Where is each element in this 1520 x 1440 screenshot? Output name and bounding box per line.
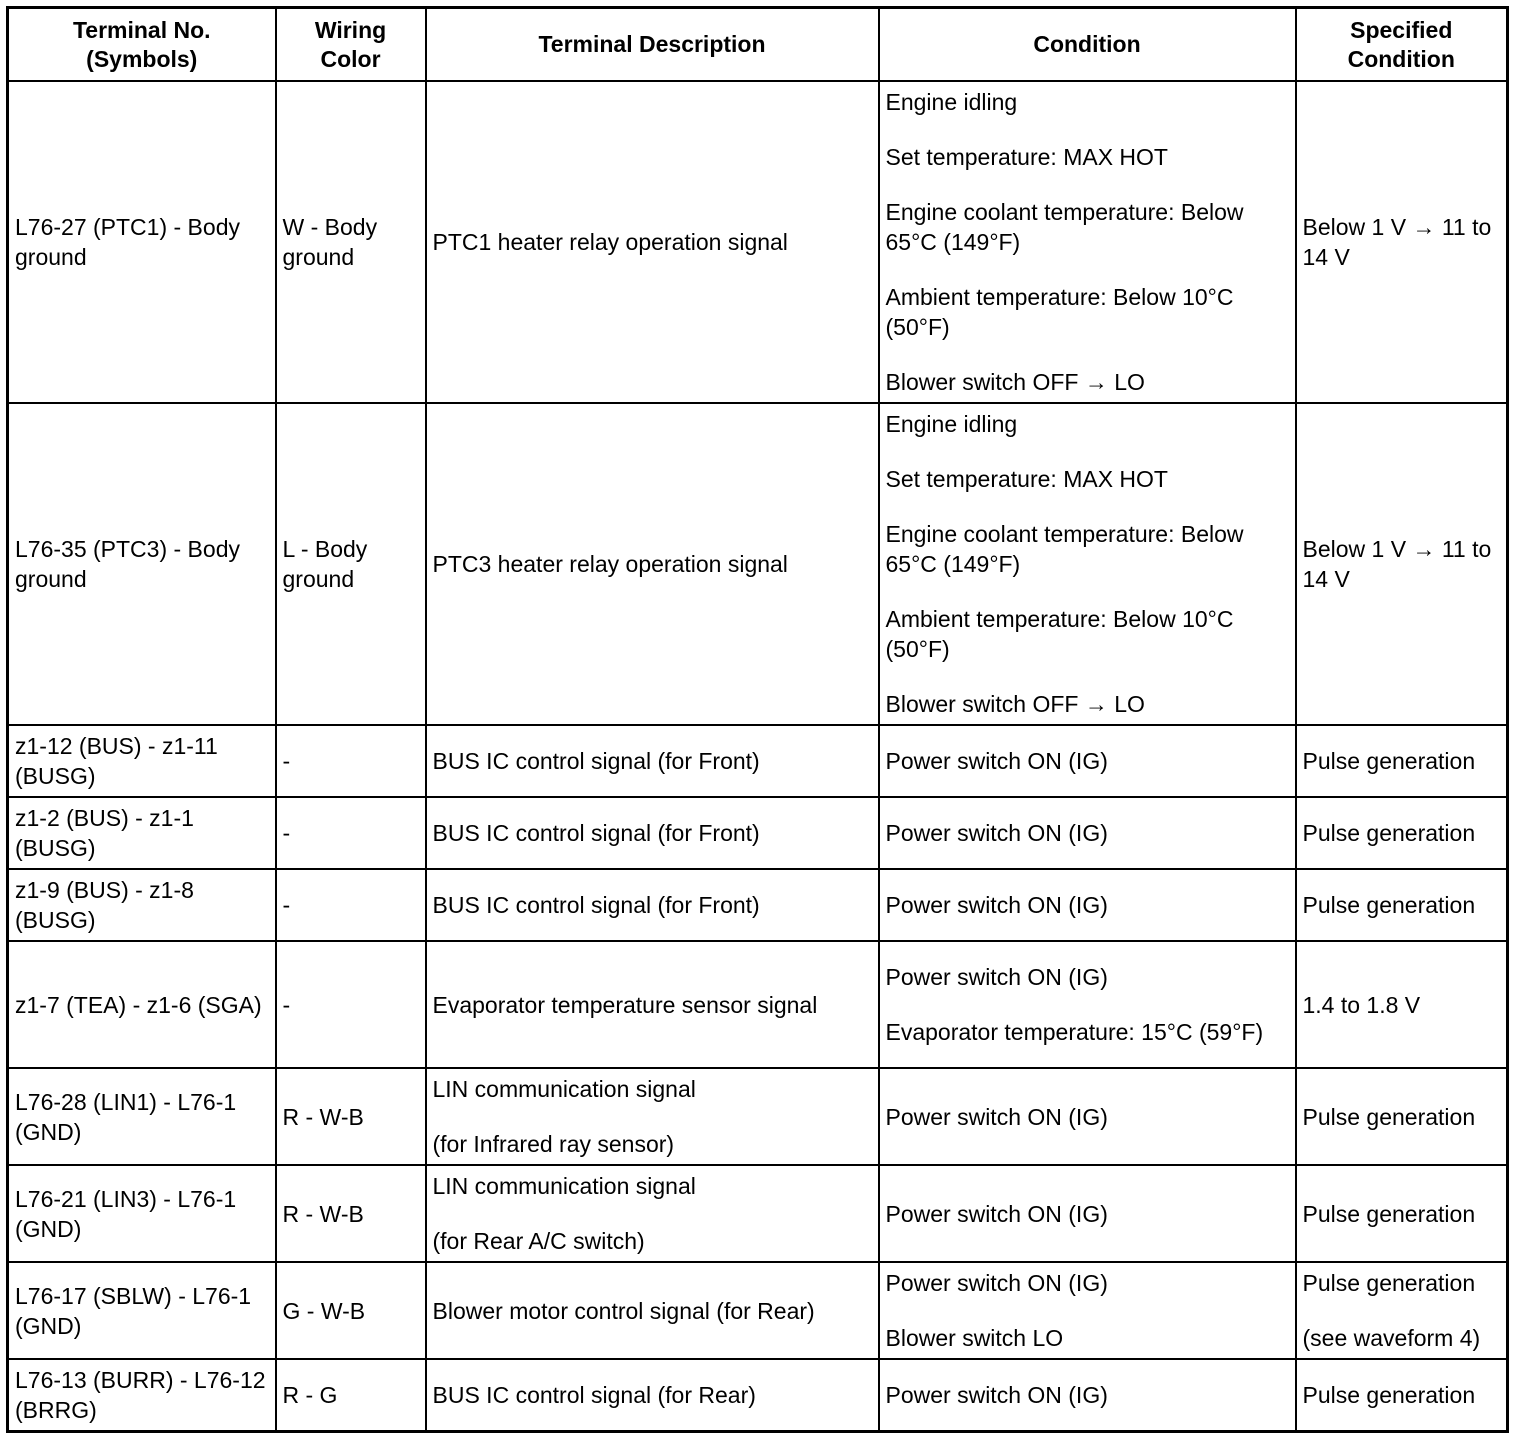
- wiring-color-text: -: [282, 820, 291, 846]
- wiring-color-cell: [276, 403, 426, 725]
- specified-condition-cell: [1296, 1068, 1508, 1165]
- condition-line: Blower switch OFF → LO: [885, 369, 1145, 395]
- condition-line: Power switch ON (IG): [885, 1270, 1108, 1296]
- table-row: [8, 1262, 1508, 1359]
- condition-line: Evaporator temperature: 15°C (59°F): [885, 1019, 1264, 1045]
- condition-cell: [879, 941, 1296, 1068]
- condition-line: Engine coolant temperature: Below 65°C (149°F): [885, 521, 1244, 577]
- specified-condition-cell: [1296, 1359, 1508, 1432]
- terminal-description-cell: [426, 941, 879, 1068]
- wiring-color-text: -: [282, 892, 291, 918]
- condition-cell: [879, 725, 1296, 797]
- condition-line: Ambient temperature: Below 10°C (50°F): [885, 284, 1234, 340]
- terminal-description-cell: [426, 797, 879, 869]
- terminal-description-line: LIN communication signal: [432, 1173, 696, 1199]
- terminal-description-cell: [426, 1165, 879, 1262]
- terminal-no-text: L76-27 (PTC1) - Body ground: [15, 214, 240, 270]
- specified-condition-line: Below 1 V → 11 to 14 V: [1302, 214, 1492, 270]
- terminal-no-text: z1-7 (TEA) - z1-6 (SGA): [15, 991, 262, 1018]
- specified-condition-cell: [1296, 81, 1508, 403]
- condition-line: Power switch ON (IG): [885, 892, 1108, 918]
- wiring-color-text: W - Body ground: [282, 214, 378, 270]
- condition-line: Set temperature: MAX HOT: [885, 466, 1168, 492]
- wiring-color-text: R - W-B: [282, 1103, 364, 1130]
- table-row: [8, 1165, 1508, 1262]
- header-terminal-description-text: Terminal Description: [538, 31, 766, 57]
- specified-condition-line: Pulse generation: [1302, 1103, 1476, 1130]
- specified-condition-cell: [1296, 941, 1508, 1068]
- specified-condition-line: Pulse generation: [1302, 892, 1476, 918]
- wiring-color-text: -: [282, 991, 291, 1018]
- terminal-no-text: L76-13 (BURR) - L76-12 (BRRG): [15, 1367, 266, 1423]
- wiring-color-cell: [276, 725, 426, 797]
- header-wiring-color: [276, 8, 426, 82]
- condition-cell: [879, 81, 1296, 403]
- terminal-description-cell: [426, 1068, 879, 1165]
- terminal-no-text: z1-12 (BUS) - z1-11 (BUSG): [15, 733, 218, 789]
- header-wiring-color-line-1: Wiring Color: [314, 16, 387, 72]
- wiring-color-cell: [276, 1068, 426, 1165]
- terminal-no-text: L76-28 (LIN1) - L76-1 (GND): [15, 1088, 237, 1145]
- specified-condition-line: Pulse generation: [1302, 820, 1476, 846]
- terminal-description-cell: [426, 403, 879, 725]
- terminal-no-cell: [8, 1262, 276, 1359]
- wiring-color-text: -: [282, 748, 291, 774]
- terminal-no-text: z1-2 (BUS) - z1-1 (BUSG): [15, 805, 194, 861]
- condition-cell: [879, 1262, 1296, 1359]
- wiring-color-cell: [276, 941, 426, 1068]
- condition-line: Blower switch LO: [885, 1325, 1064, 1351]
- condition-line: Power switch ON (IG): [885, 964, 1108, 990]
- terminal-no-text: L76-35 (PTC3) - Body ground: [15, 536, 240, 592]
- header-row: [8, 8, 1508, 82]
- header-specified-condition: [1296, 8, 1508, 82]
- header-specified-condition-line-1: Specified Condition: [1347, 16, 1455, 72]
- condition-line: Power switch ON (IG): [885, 1103, 1108, 1130]
- condition-line: Power switch ON (IG): [885, 1382, 1108, 1408]
- terminal-description-line: Evaporator temperature sensor signal: [432, 991, 818, 1018]
- wiring-color-cell: [276, 1165, 426, 1262]
- table-row: [8, 941, 1508, 1068]
- condition-cell: [879, 403, 1296, 725]
- table-row: [8, 403, 1508, 725]
- specified-condition-cell: [1296, 403, 1508, 725]
- wiring-color-text: R - G: [282, 1382, 338, 1408]
- condition-cell: [879, 1359, 1296, 1432]
- terminal-no-cell: [8, 869, 276, 941]
- terminal-description-cell: [426, 1359, 879, 1432]
- specified-condition-cell: [1296, 869, 1508, 941]
- wiring-color-cell: [276, 1262, 426, 1359]
- condition-cell: [879, 797, 1296, 869]
- terminal-description-line: BUS IC control signal (for Rear): [432, 1382, 756, 1408]
- terminal-no-cell: [8, 81, 276, 403]
- condition-line: Power switch ON (IG): [885, 820, 1108, 846]
- specified-condition-line: (see waveform 4): [1302, 1325, 1481, 1351]
- condition-line: Set temperature: MAX HOT: [885, 144, 1168, 170]
- specified-condition-line: Pulse generation: [1302, 1200, 1476, 1227]
- terminal-description-line: PTC3 heater relay operation signal: [432, 551, 788, 577]
- condition-line: Power switch ON (IG): [885, 748, 1108, 774]
- table-row: [8, 725, 1508, 797]
- table-row: [8, 797, 1508, 869]
- terminal-description-line: PTC1 heater relay operation signal: [432, 229, 788, 255]
- specified-condition-cell: [1296, 797, 1508, 869]
- header-condition: [879, 8, 1296, 82]
- header-condition-text: Condition: [1033, 31, 1141, 57]
- header-terminal-no: [8, 8, 276, 82]
- condition-line: Engine idling: [885, 411, 1018, 437]
- condition-line: Engine coolant temperature: Below 65°C (149°F): [885, 199, 1244, 255]
- header-terminal-description: [426, 8, 879, 82]
- wiring-color-cell: [276, 797, 426, 869]
- terminal-description-line: LIN communication signal: [432, 1076, 696, 1102]
- condition-line: Engine idling: [885, 89, 1018, 115]
- table-row: [8, 869, 1508, 941]
- table-row: [8, 1068, 1508, 1165]
- terminal-description-line: BUS IC control signal (for Front): [432, 892, 760, 918]
- table-row: [8, 1359, 1508, 1432]
- specified-condition-cell: [1296, 1165, 1508, 1262]
- condition-cell: [879, 1068, 1296, 1165]
- specified-condition-line: Below 1 V → 11 to 14 V: [1302, 536, 1492, 592]
- terminal-no-cell: [8, 941, 276, 1068]
- condition-line: Ambient temperature: Below 10°C (50°F): [885, 606, 1234, 662]
- specified-condition-line: Pulse generation: [1302, 748, 1476, 774]
- terminal-no-cell: [8, 1165, 276, 1262]
- wiring-color-text: G - W-B: [282, 1297, 366, 1324]
- terminal-no-cell: [8, 797, 276, 869]
- table-row: [8, 81, 1508, 403]
- terminal-description-line: (for Rear A/C switch): [432, 1228, 645, 1254]
- terminal-description-line: (for Infrared ray sensor): [432, 1131, 675, 1157]
- terminal-no-cell: [8, 1068, 276, 1165]
- wiring-color-text: L - Body ground: [282, 536, 368, 592]
- terminal-no-text: L76-17 (SBLW) - L76-1 (GND): [15, 1282, 252, 1339]
- terminal-no-cell: [8, 1359, 276, 1432]
- condition-line: Blower switch OFF → LO: [885, 691, 1145, 717]
- terminal-description-cell: [426, 725, 879, 797]
- terminal-description-cell: [426, 81, 879, 403]
- condition-cell: [879, 1165, 1296, 1262]
- wiring-color-cell: [276, 869, 426, 941]
- terminal-no-text: L76-21 (LIN3) - L76-1 (GND): [15, 1185, 237, 1242]
- specified-condition-line: Pulse generation: [1302, 1382, 1476, 1408]
- condition-line: Power switch ON (IG): [885, 1200, 1108, 1227]
- terminal-description-line: Blower motor control signal (for Rear): [432, 1297, 815, 1324]
- header-terminal-no-line-1: Terminal No. (Symbols): [72, 16, 211, 72]
- specified-condition-cell: [1296, 725, 1508, 797]
- specified-condition-line: Pulse generation: [1302, 1270, 1476, 1296]
- terminal-description-line: BUS IC control signal (for Front): [432, 820, 760, 846]
- terminal-spec-table: [6, 6, 1509, 1433]
- wiring-color-cell: [276, 1359, 426, 1432]
- terminal-no-cell: [8, 725, 276, 797]
- terminal-description-cell: [426, 869, 879, 941]
- terminal-no-cell: [8, 403, 276, 725]
- terminal-no-text: z1-9 (BUS) - z1-8 (BUSG): [15, 877, 194, 933]
- specified-condition-cell: [1296, 1262, 1508, 1359]
- terminal-description-cell: [426, 1262, 879, 1359]
- wiring-color-text: R - W-B: [282, 1200, 364, 1227]
- wiring-color-cell: [276, 81, 426, 403]
- condition-cell: [879, 869, 1296, 941]
- terminal-description-line: BUS IC control signal (for Front): [432, 748, 760, 774]
- specified-condition-line: 1.4 to 1.8 V: [1302, 991, 1421, 1018]
